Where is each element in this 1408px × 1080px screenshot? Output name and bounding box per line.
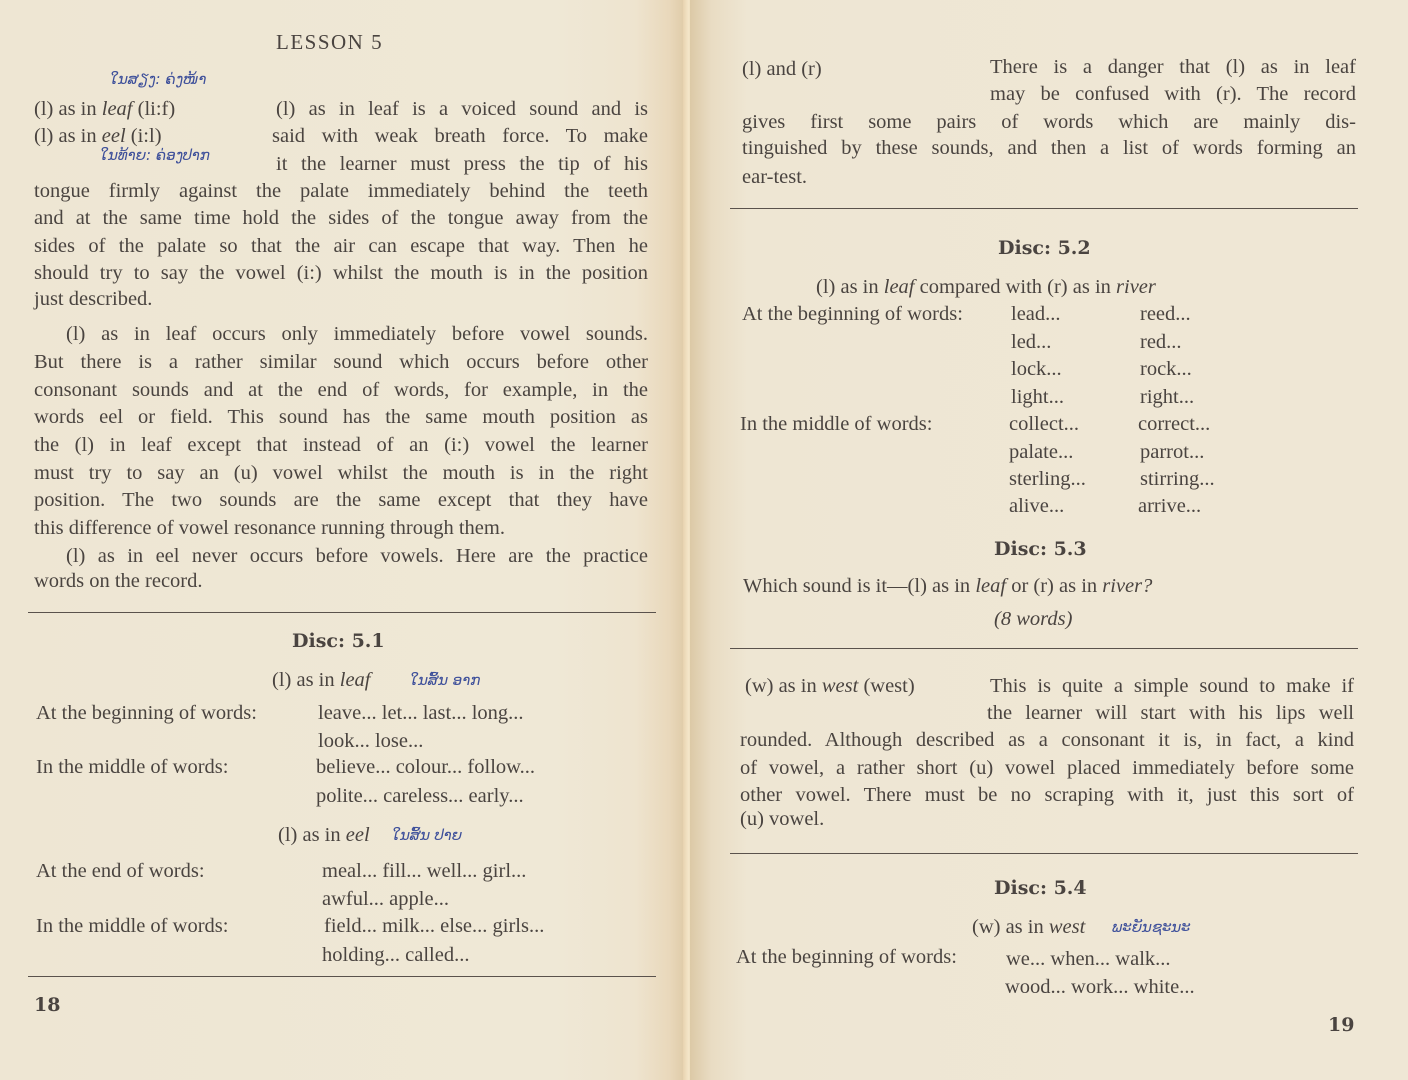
paragraph-line: sides of the palate so that the air can escape that way. Then he xyxy=(34,235,648,257)
word-r: red... xyxy=(1140,331,1182,353)
word-l: alive... xyxy=(1009,495,1065,517)
word-list-line: wood... work... white... xyxy=(1005,976,1195,998)
paragraph-line: (l) as in leaf occurs only immediately before vowel sounds. xyxy=(66,323,648,345)
paragraph-line: should try to say the vowel (i:) whilst the mouth is in the position xyxy=(34,262,648,284)
paragraph-line: words eel or field. This sound has the same mouth position as xyxy=(34,406,648,428)
disc-5-3-title: Disc: 5.3 xyxy=(994,538,1087,560)
word-group-label: At the beginning of words: xyxy=(736,946,957,968)
section-divider xyxy=(730,208,1358,209)
page-number: 19 xyxy=(1328,1014,1355,1036)
word-l: lead... xyxy=(1011,303,1061,325)
paragraph-line: position. The two sounds are the same except that they have xyxy=(34,489,648,511)
paragraph-line: ear-test. xyxy=(742,166,808,188)
paragraph-line: tinguished by these sounds, and then a list of words forming an xyxy=(742,137,1356,159)
disc-5-1-subheading-eel: (l) as in eel xyxy=(278,824,370,846)
word-list-line: holding... called... xyxy=(322,944,470,966)
word-group-label: At the end of words: xyxy=(36,860,205,882)
paragraph-line: may be confused with (r). The record xyxy=(990,83,1356,105)
disc-5-4-title: Disc: 5.4 xyxy=(994,877,1087,899)
word-list-line: believe... colour... follow... xyxy=(316,756,535,778)
paragraph-line: it the learner must press the tip of his xyxy=(276,153,648,175)
word-list-line: awful... apple... xyxy=(322,888,449,910)
paragraph-line: tongue firmly against the palate immediately behind the teeth xyxy=(34,180,648,202)
disc-5-1-title: Disc: 5.1 xyxy=(292,630,385,652)
paragraph-line: and at the same time hold the sides of the tongue away from the xyxy=(34,207,648,229)
word-r: right... xyxy=(1140,386,1195,408)
lesson-heading: LESSON 5 xyxy=(276,30,384,54)
paragraph-line: But there is a rather similar sound which occurs before other xyxy=(34,351,648,373)
paragraph-line: (u) vowel. xyxy=(740,808,825,830)
section-divider xyxy=(730,648,1358,649)
disc-5-2-title: Disc: 5.2 xyxy=(998,237,1091,259)
side-label-l-and-r: (l) and (r) xyxy=(742,58,822,80)
paragraph-line: consonant sounds and at the end of words, for example, in the xyxy=(34,379,648,401)
paragraph-line: (l) as in leaf is a voiced sound and is xyxy=(276,98,648,120)
disc-5-3-question: Which sound is it—(l) as in leaf or (r) as in river? xyxy=(743,575,1153,597)
disc-5-4-subheading: (w) as in west xyxy=(972,916,1086,938)
word-r: rock... xyxy=(1140,358,1192,380)
paragraph-line: just described. xyxy=(34,288,153,310)
paragraph-line: words on the record. xyxy=(34,570,203,592)
word-r: reed... xyxy=(1140,303,1191,325)
paragraph-line: other vowel. There must be no scraping with it, just this sort of xyxy=(740,784,1354,806)
paragraph-line: (l) as in eel never occurs before vowels. Here are the practice xyxy=(66,545,648,567)
word-r: arrive... xyxy=(1138,495,1202,517)
word-group-label: In the middle of words: xyxy=(36,915,229,937)
word-group-label: At the beginning of words: xyxy=(36,702,257,724)
word-list-line: we... when... walk... xyxy=(1006,948,1171,970)
word-group-label: In the middle of words: xyxy=(740,413,933,435)
word-list-line: meal... fill... well... girl... xyxy=(322,860,527,882)
right-page xyxy=(690,0,1408,1080)
word-list-line: field... milk... else... girls... xyxy=(324,915,545,937)
handwritten-note: ພະຍັນຊະນະ xyxy=(1112,918,1191,936)
page-number: 18 xyxy=(34,994,61,1016)
word-r: stirring... xyxy=(1140,468,1215,490)
section-divider xyxy=(28,976,656,977)
side-label-l-eel: (l) as in eel (i:l) xyxy=(34,125,162,147)
paragraph-line: said with weak breath force. To make xyxy=(272,125,648,147)
handwritten-note: ໃນສົ້ນ ປາຍ xyxy=(392,826,463,844)
paragraph-line: of vowel, a rather short (u) vowel placed immediately before some xyxy=(740,757,1354,779)
handwritten-note: ໃນສຽງ: ຄ່ງໜ້າ xyxy=(110,70,207,88)
paragraph-line: gives first some pairs of words which are mainly dis- xyxy=(742,111,1356,133)
word-l: led... xyxy=(1011,331,1052,353)
word-l: sterling... xyxy=(1009,468,1086,490)
word-l: light... xyxy=(1011,386,1064,408)
paragraph-line: the (l) in leaf except that instead of an (i:) vowel the learner xyxy=(34,434,648,456)
word-l: palate... xyxy=(1009,441,1074,463)
side-label-l-leaf: (l) as in leaf (li:f) xyxy=(34,98,176,120)
disc-5-3-word-count: (8 words) xyxy=(994,608,1073,630)
paragraph-line: must try to say an (u) vowel whilst the mouth is in the right xyxy=(34,462,648,484)
word-l: lock... xyxy=(1011,358,1062,380)
word-group-label: At the beginning of words: xyxy=(742,303,963,325)
paragraph-line: this difference of vowel resonance running through them. xyxy=(34,517,505,539)
paragraph-line: There is a danger that (l) as in leaf xyxy=(990,56,1356,78)
paragraph-line: This is quite a simple sound to make if xyxy=(990,675,1354,697)
word-r: correct... xyxy=(1138,413,1211,435)
word-list-line: leave... let... last... long... xyxy=(318,702,524,724)
side-label-w-west: (w) as in west (west) xyxy=(745,675,915,697)
disc-5-2-subheading: (l) as in leaf compared with (r) as in river xyxy=(816,276,1156,298)
section-divider xyxy=(730,853,1358,854)
paragraph-line: rounded. Although described as a consonant it is, in fact, a kind xyxy=(740,729,1354,751)
paragraph-line: the learner will start with his lips well xyxy=(987,702,1354,724)
disc-5-1-subheading-leaf: (l) as in leaf xyxy=(272,669,371,691)
word-list-line: look... lose... xyxy=(318,730,424,752)
word-r: parrot... xyxy=(1140,441,1205,463)
word-group-label: In the middle of words: xyxy=(36,756,229,778)
section-divider xyxy=(28,612,656,613)
word-l: collect... xyxy=(1009,413,1080,435)
handwritten-note: ໃນທ້າຍ: ຄ່ອງປາກ xyxy=(100,146,210,164)
handwritten-note: ໃນສົ້ນ ອາກ xyxy=(410,671,481,689)
left-page xyxy=(0,0,690,1080)
word-list-line: polite... careless... early... xyxy=(316,785,524,807)
